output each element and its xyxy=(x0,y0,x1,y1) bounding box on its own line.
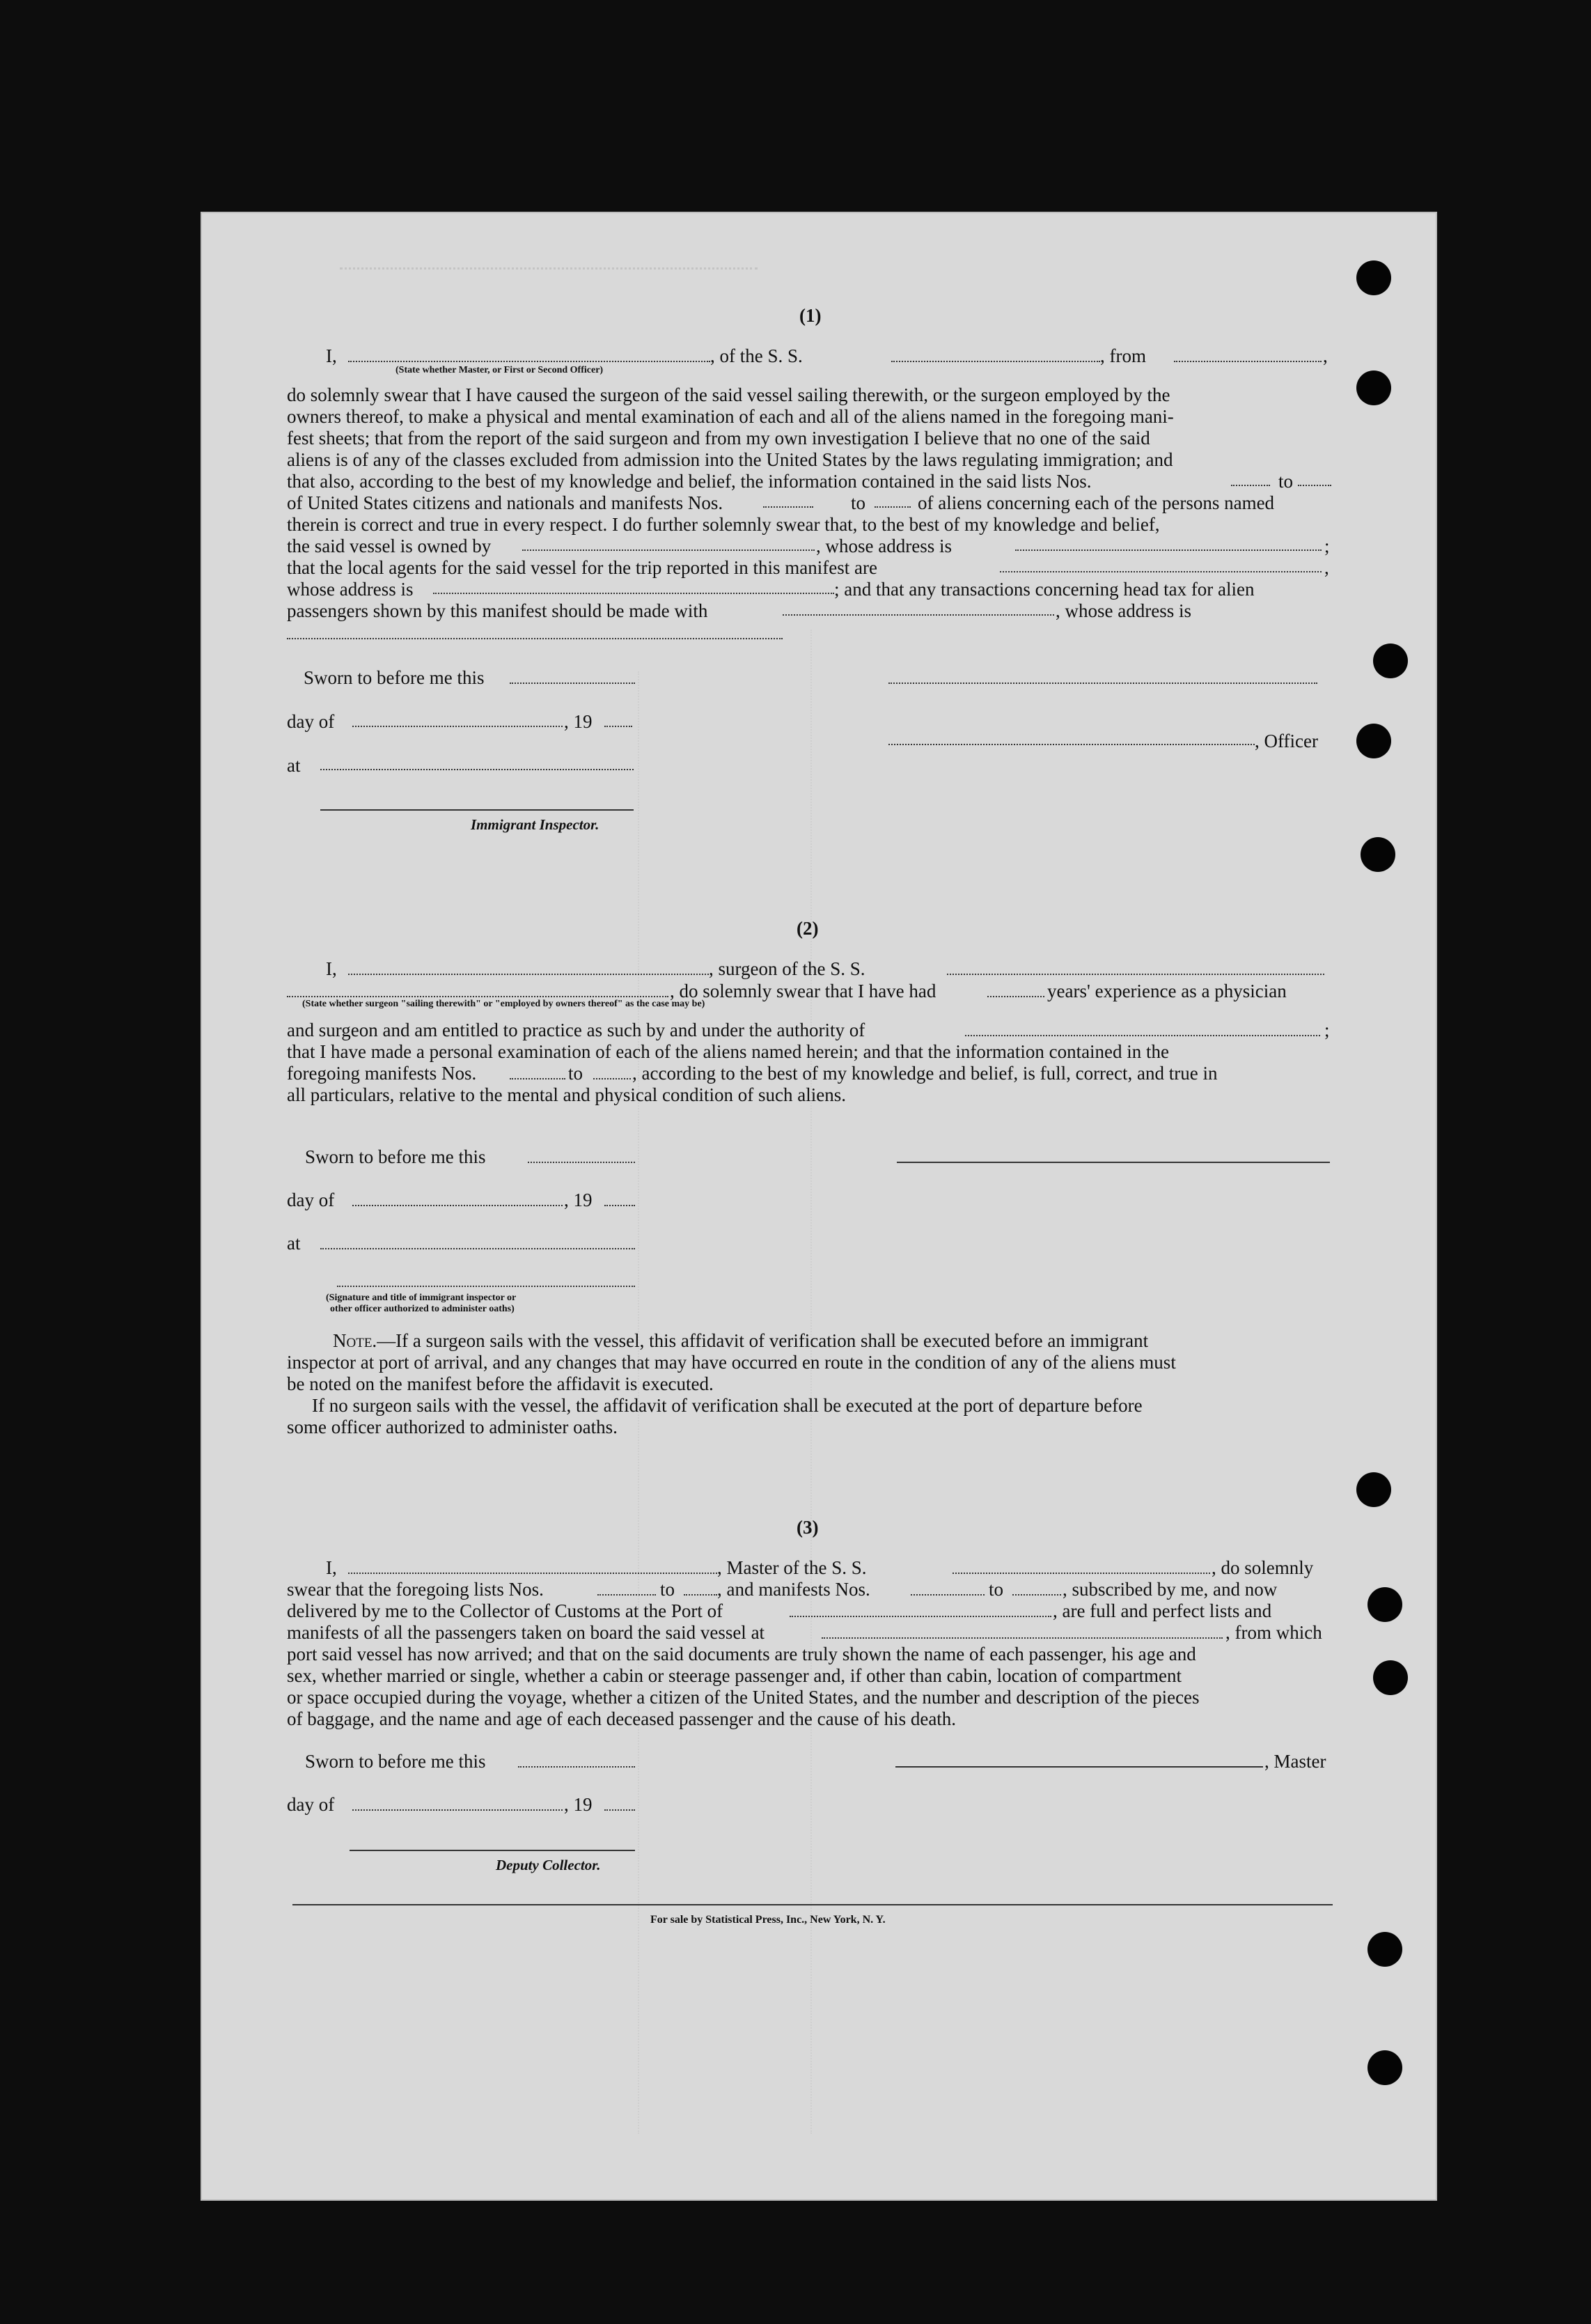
s1-sworn: Sworn to before me this xyxy=(304,667,485,688)
footer-rule xyxy=(292,1904,1333,1905)
s1-transactions: ; and that any transactions concerning head tax for alien xyxy=(834,579,1255,600)
s1-day-of: day of xyxy=(287,711,335,732)
s2-note-text-1: —If a surgeon sails with the vessel, this affidavit of verification shall be executed before an immigrant xyxy=(377,1330,1149,1351)
s2-signature-field[interactable] xyxy=(897,1162,1330,1163)
s3-manifests-to-field[interactable] xyxy=(1012,1594,1061,1596)
s2-years-field[interactable] xyxy=(987,996,1044,997)
s2-day-of: day of xyxy=(287,1190,335,1210)
s1-line-4: aliens is of any of the classes excluded from admission into the United States by the laws regulating immigration; and xyxy=(287,449,1173,470)
s1-aliens-concerning: of aliens concerning each of the persons named xyxy=(918,492,1275,513)
s1-vessel-field[interactable] xyxy=(891,361,1100,362)
punch-hole xyxy=(1356,260,1391,295)
s1-officer: , Officer xyxy=(1255,731,1318,751)
s2-note-head: Note. xyxy=(333,1330,377,1351)
s2-surgeon-note: (State whether surgeon "sailing therewith" or "employed by owners thereof" as the case may be) xyxy=(302,999,705,1009)
s1-line-3: fest sheets; that from the report of the said surgeon and from my own investigation I believe that no one of the said xyxy=(287,428,1150,449)
punch-hole xyxy=(1373,1660,1408,1695)
s3-l4a: manifests of all the passengers taken on board the said vessel at xyxy=(287,1622,765,1643)
s1-inspector: Immigrant Inspector. xyxy=(471,816,599,833)
s2-at: at xyxy=(287,1233,301,1254)
s1-master-note: (State whether Master, or First or Second Officer) xyxy=(395,365,604,375)
s1-inspector-line xyxy=(320,809,634,811)
s2-line-authority: and surgeon and am entitled to practice as such by and under the authority of xyxy=(287,1020,865,1040)
s1-of-ss: , of the S. S. xyxy=(710,345,803,366)
s3-master-name-field[interactable] xyxy=(348,1573,717,1574)
s2-signature-title-field[interactable] xyxy=(337,1286,635,1287)
column-divider xyxy=(810,630,812,2134)
s1-officer-field[interactable] xyxy=(348,361,710,362)
s1-officer-signature-field[interactable] xyxy=(888,744,1255,745)
section-2-number: (2) xyxy=(797,918,819,939)
s2-manifests-from-field[interactable] xyxy=(510,1078,565,1079)
section-1-number: (1) xyxy=(799,305,822,326)
footer-printer: For sale by Statistical Press, Inc., New York, N. Y. xyxy=(650,1914,886,1926)
s1-to-1: to xyxy=(1278,471,1294,492)
s1-line-5: that also, according to the best of my knowledge and belief, the information contained in the said lists Nos. xyxy=(287,471,1092,492)
punch-hole xyxy=(1373,644,1408,678)
s3-master: , Master xyxy=(1264,1751,1326,1772)
s2-at-field[interactable] xyxy=(320,1248,635,1249)
form-page xyxy=(201,212,1437,2201)
s2-signature-note-2: other officer authorized to administer oaths) xyxy=(330,1304,515,1314)
s1-year-field[interactable] xyxy=(604,726,632,727)
s3-lists-from-field[interactable] xyxy=(597,1594,656,1596)
s2-day-field[interactable] xyxy=(352,1205,563,1206)
s1-owner-address-field[interactable] xyxy=(1015,549,1322,551)
s2-foregoing-b: to xyxy=(568,1063,583,1084)
s3-i-label: I, xyxy=(326,1557,337,1578)
punch-hole xyxy=(1367,2050,1402,2085)
punch-hole xyxy=(1361,837,1395,872)
s2-i-label: I, xyxy=(326,958,337,979)
punch-hole xyxy=(1367,1587,1402,1622)
s1-comma-2: , xyxy=(1324,557,1329,578)
s3-master-signature-field[interactable] xyxy=(895,1766,1263,1768)
s3-l2c: , and manifests Nos. xyxy=(717,1579,870,1600)
s1-nineteen: , 19 xyxy=(564,711,593,732)
s1-line-2: owners thereof, to make a physical and mental examination of each and all of the aliens named in the foregoing mani- xyxy=(287,406,1174,427)
s1-to-2: to xyxy=(851,492,866,513)
s3-l7: or space occupied during the voyage, whether a citizen of the United States, and the number and description of the pieces xyxy=(287,1687,1200,1708)
s1-lists-to-field[interactable] xyxy=(1298,485,1331,486)
s2-note-line-1 xyxy=(333,1330,1148,1352)
s3-l3a: delivered by me to the Collector of Customs at the Port of xyxy=(287,1600,723,1621)
s1-from: , from xyxy=(1100,345,1146,366)
s1-line-8: the said vessel is owned by xyxy=(287,536,492,556)
s1-from-field[interactable] xyxy=(1174,361,1322,362)
s3-l8: of baggage, and the name and age of each deceased passenger and the cause of his death. xyxy=(287,1708,957,1729)
s2-semicolon: ; xyxy=(1324,1020,1330,1040)
s1-line-6: of United States citizens and nationals and manifests Nos. xyxy=(287,492,723,513)
s2-sworn-field[interactable] xyxy=(528,1162,635,1163)
s1-whose-address: , whose address is xyxy=(816,536,952,556)
s3-l2a: swear that the foregoing lists Nos. xyxy=(287,1579,544,1600)
s3-do-solemnly: , do solemnly xyxy=(1212,1557,1314,1578)
s1-signature-field[interactable] xyxy=(888,683,1317,684)
s1-line-10: whose address is xyxy=(287,579,414,600)
section-3-number: (3) xyxy=(797,1517,819,1538)
s3-l6: sex, whether married or single, whether a cabin or steerage passenger and, if other than cabin, location of compartment xyxy=(287,1665,1182,1686)
s2-line-exam: that I have made a personal examination of each of the aliens named herein; and that the information contained in the xyxy=(287,1041,1170,1062)
s3-sworn-field[interactable] xyxy=(518,1766,635,1768)
s1-i-label: I, xyxy=(326,345,337,366)
s1-day-field[interactable] xyxy=(352,726,563,727)
s2-year-field[interactable] xyxy=(604,1205,635,1206)
punch-hole xyxy=(1367,1932,1402,1967)
s2-authority-field[interactable] xyxy=(965,1035,1320,1036)
s3-deputy-line xyxy=(350,1850,635,1851)
s3-l2e: , subscribed by me, and now xyxy=(1063,1579,1278,1600)
s2-note-line-2: inspector at port of arrival, and any changes that may have occurred en route in the condition of any of the aliens must xyxy=(287,1352,1176,1373)
bleed-through xyxy=(340,267,758,311)
s3-day-of: day of xyxy=(287,1794,335,1815)
punch-hole xyxy=(1356,1472,1391,1507)
s2-years-exp: years' experience as a physician xyxy=(1047,981,1287,1001)
s1-at: at xyxy=(287,755,301,776)
punch-hole xyxy=(1356,371,1391,405)
s1-head-tax-field[interactable] xyxy=(783,614,1054,616)
s1-semicolon-1: ; xyxy=(1324,536,1330,556)
s3-master-of: , Master of the S. S. xyxy=(717,1557,867,1578)
s3-l2b: to xyxy=(660,1579,675,1600)
s3-year-field[interactable] xyxy=(604,1809,635,1811)
s2-surgeon-status-field[interactable] xyxy=(287,996,668,997)
s2-note-line-3: be noted on the manifest before the affidavit is executed. xyxy=(287,1373,714,1394)
s1-line-9: that the local agents for the said vessel for the trip reported in this manifest are xyxy=(287,557,877,578)
s2-note-line-5: some officer authorized to administer oaths. xyxy=(287,1417,618,1437)
s3-deputy: Deputy Collector. xyxy=(496,1857,601,1873)
s3-lists-to-field[interactable] xyxy=(684,1594,717,1596)
s3-l3b: , are full and perfect lists and xyxy=(1053,1600,1272,1621)
s1-manifests-from-field[interactable] xyxy=(763,506,813,508)
s1-manifests-to-field[interactable] xyxy=(875,506,911,508)
s1-at-field[interactable] xyxy=(320,769,634,770)
s1-head-tax-address-field[interactable] xyxy=(287,638,783,639)
s1-agents-field[interactable] xyxy=(1000,571,1322,572)
s2-surgeon-of: , surgeon of the S. S. xyxy=(709,958,865,979)
s1-lists-from-field[interactable] xyxy=(1231,485,1270,486)
s2-line-particulars: all particulars, relative to the mental and physical condition of such aliens. xyxy=(287,1084,846,1105)
s3-l5: port said vessel has now arrived; and that on the said documents are truly shown the name of each passenger, his age and xyxy=(287,1644,1196,1664)
s3-manifests-from-field[interactable] xyxy=(911,1594,985,1596)
s3-departure-port-field[interactable] xyxy=(822,1637,1223,1639)
s1-line-11: passengers shown by this manifest should be made with xyxy=(287,600,708,621)
s3-day-field[interactable] xyxy=(352,1809,563,1811)
s1-line-1: do solemnly swear that I have caused the surgeon of the said vessel sailing therewith, or the surgeon employed by the xyxy=(287,384,1170,405)
s3-l4b: , from which xyxy=(1225,1622,1322,1643)
s2-vessel-field[interactable] xyxy=(947,974,1324,975)
s3-l2d: to xyxy=(989,1579,1004,1600)
s2-note-line-4: If no surgeon sails with the vessel, the affidavit of verification shall be executed at the port of departure before xyxy=(312,1395,1143,1416)
s2-nineteen: , 19 xyxy=(564,1190,593,1210)
s2-surgeon-name-field[interactable] xyxy=(348,974,709,975)
s1-agents-address-field[interactable] xyxy=(433,593,834,594)
s3-vessel-field[interactable] xyxy=(953,1573,1210,1574)
s2-foregoing-a: foregoing manifests Nos. xyxy=(287,1063,477,1084)
s2-sworn: Sworn to before me this xyxy=(305,1146,486,1167)
punch-hole xyxy=(1356,724,1391,758)
s1-whose-address-end: , whose address is xyxy=(1056,600,1191,621)
s3-nineteen: , 19 xyxy=(564,1794,593,1815)
s2-foregoing-c: , according to the best of my knowledge and belief, is full, correct, and true in xyxy=(632,1063,1218,1084)
s3-sworn: Sworn to before me this xyxy=(305,1751,486,1772)
s1-line-7: therein is correct and true in every respect. I do further solemnly swear that, to the best of my knowledge and belief, xyxy=(287,514,1160,535)
s1-owner-field[interactable] xyxy=(522,549,815,551)
s2-signature-note-1: (Signature and title of immigrant inspector or xyxy=(326,1293,517,1303)
s3-port-field[interactable] xyxy=(790,1616,1051,1617)
s1-comma: , xyxy=(1323,345,1328,366)
s2-manifests-to-field[interactable] xyxy=(593,1078,631,1079)
s1-sworn-field[interactable] xyxy=(510,683,635,684)
s2-swear-had: , do solemnly swear that I have had xyxy=(670,981,936,1001)
